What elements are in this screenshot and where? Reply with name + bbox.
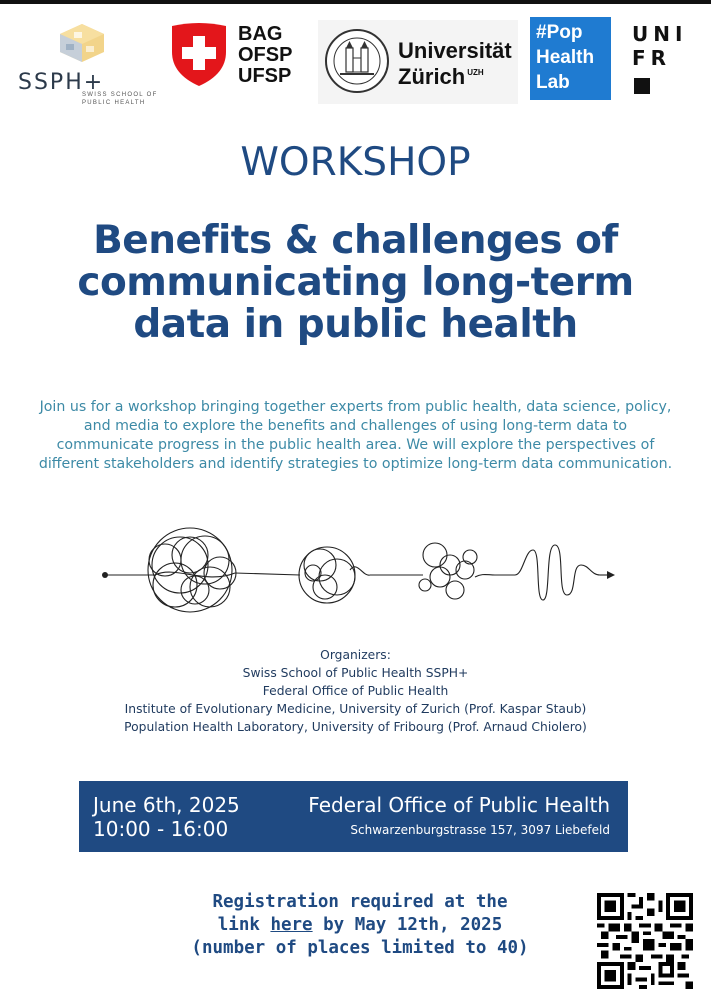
organizer-item: Federal Office of Public Health <box>262 684 449 698</box>
registration-prefix: link <box>217 915 271 935</box>
uzh-superscript: UZH <box>467 68 484 77</box>
title-line3: data in public health <box>133 302 578 347</box>
logo-row <box>0 10 711 105</box>
uzh-zurich: Zürich <box>398 64 466 89</box>
bag-text <box>238 24 292 87</box>
registration-line3: (number of places limited to 40) <box>191 938 529 958</box>
swiss-shield-icon <box>170 22 228 88</box>
event-datetime <box>93 793 240 841</box>
uzh-line1: Universität <box>398 38 512 63</box>
event-time: 10:00 - 16:00 <box>93 817 229 841</box>
pophealthlab-logo <box>530 17 611 100</box>
intro-line1: Join us for a workshop bringing together experts from public health, data science, policy, <box>39 399 672 415</box>
organizer-item: Institute of Evolutionary Medicine, University of Zurich (Prof. Kaspar Staub) <box>124 702 587 716</box>
intro-line3: communicate progress in the public health area. We will explore the perspectives of <box>56 437 655 453</box>
event-venue: Federal Office of Public Health <box>308 793 610 817</box>
organizers-section <box>0 646 711 736</box>
registration-line1: Registration required at the <box>212 892 508 912</box>
big-tangle-icon <box>148 528 236 612</box>
bag-logo <box>168 20 298 100</box>
page-title <box>20 220 691 346</box>
small-tangle-icon <box>419 543 495 599</box>
organizer-item: Population Health Laboratory, University of Fribourg (Prof. Arnaud Chiolero) <box>124 720 587 734</box>
intro-line4: different stakeholders and identify strategies to optimize long-term data communication. <box>38 456 673 472</box>
workshop-label: WORKSHOP <box>240 140 471 185</box>
ssph-subtitle-line2: PUBLIC HEALTH <box>82 100 146 106</box>
unifr-line1: UNI <box>632 22 688 46</box>
arrow-head-icon <box>607 571 615 579</box>
uzh-seal-icon <box>324 28 390 94</box>
title-line1: Benefits & challenges of <box>93 218 618 263</box>
phl-line2: Health <box>536 47 595 68</box>
event-address: Schwarzenburgstrasse 157, 3097 Liebefeld <box>350 823 610 837</box>
pophealthlab-text <box>536 20 594 95</box>
uzh-line2 <box>398 64 484 90</box>
organizers-heading: Organizers: <box>320 648 391 662</box>
phl-line3: Lab <box>536 72 570 93</box>
ssph-name: SSPH+ <box>18 70 105 95</box>
registration-link[interactable]: here <box>270 915 313 935</box>
unifr-text <box>632 22 687 70</box>
ssph-subtitle-line1: SWISS SCHOOL OF <box>82 92 158 98</box>
tangled-line-illustration <box>95 515 615 620</box>
loose-wave-icon <box>515 545 600 600</box>
organizer-item: Swiss School of Public Health SSPH+ <box>242 666 469 680</box>
bag-line3: UFSP <box>238 65 292 87</box>
ssph-subtitle <box>82 91 172 107</box>
registration-info <box>160 891 560 960</box>
medium-tangle-icon <box>299 547 370 603</box>
ssph-logo <box>14 18 164 106</box>
unifr-logo <box>632 22 692 97</box>
unifr-square-icon <box>634 78 650 94</box>
qr-code-icon[interactable] <box>597 893 693 989</box>
top-border <box>0 0 711 4</box>
unifr-line2: FR <box>632 46 672 70</box>
intro-paragraph <box>20 398 691 474</box>
uzh-logo <box>318 20 518 104</box>
title-line2: communicating long-term <box>77 260 634 305</box>
phl-line1: #Pop <box>536 22 583 43</box>
event-info-bar <box>79 781 628 852</box>
event-date: June 6th, 2025 <box>93 793 240 817</box>
registration-line2 <box>160 914 560 937</box>
bag-line2: OFSP <box>238 44 293 66</box>
bag-line1: BAG <box>238 23 283 45</box>
registration-suffix: by May 12th, 2025 <box>312 915 503 935</box>
ssph-cube-icon <box>60 24 104 62</box>
intro-line2: and media to explore the benefits and challenges of using long-term data to <box>83 418 628 434</box>
